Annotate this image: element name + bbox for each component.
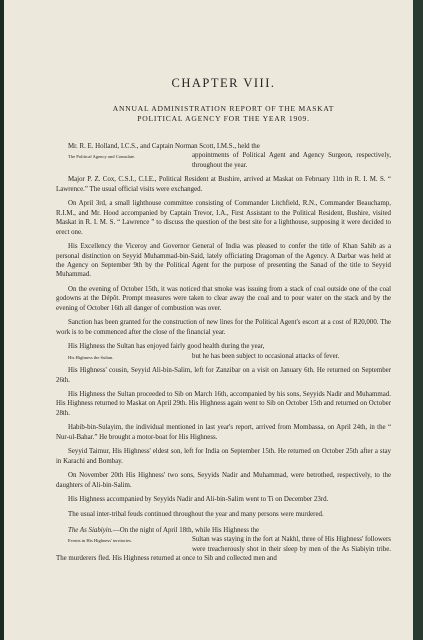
paragraph-habib: Habib-bin-Sulayim, the individual mentioned in last year's report, arrived from Mombassa, on April 24th, in the “ Nur-ul-Bahar.” He brought a motor-boat for His Highness.	[56, 424, 391, 441]
margin-note-sultan: His Highness the Sultan.	[68, 354, 114, 360]
paragraph-sib-visit: His Highness the Sultan proceeded to Sib on March 16th, accompanied by his sons, Seyyids Nadir and Muhammad. His Highness returned to Maskat on April 29th. His Highness again went to Sib on October 15th and returned on October 28th.	[56, 390, 391, 417]
paragraph-feuds: The usual inter-tribal feuds continued throughout the year and many persons were murdered.	[68, 510, 324, 518]
chapter-heading: CHAPTER VIII.	[171, 76, 276, 90]
paragraph-sultan-health	[56, 342, 391, 351]
as-siabiyin-line1: —On the night of April 18th, while His Highness the	[112, 526, 260, 534]
paragraph-betrothal: On November 20th His Highness' two sons, Seyyids Nadir and Muhammad, were betrothed, respectively, to the daughters of Ali-bin-Salim.	[56, 472, 391, 489]
report-content	[56, 76, 391, 564]
paragraph-holland-line2: appointments of Political Agent and Agency Surgeon, respectively, throughout the year.	[192, 152, 391, 169]
report-title-line-1: ANNUAL ADMINISTRATION REPORT OF THE MASKAT	[112, 104, 335, 113]
paragraph-taimur: Seyyid Taimur, His Highness' eldest son, left for India on September 15th. He returned on October 25th after a stay in Karachi and Bombay.	[56, 448, 391, 465]
paragraph-ti-visit: His Highness accompanied by Seyyids Nadir and Ali-bin-Salim went to Ti on December 23rd.	[68, 496, 329, 504]
paragraph-coal-smoke: On the evening of October 15th, it was noticed that smoke was issuing from a stack of coal outside one of the coal godowns at the Dépôt. Prompt measures were taken to clear away the coal and to pour water on the stack and by the evening of October 16th all danger of combustion was over.	[56, 285, 391, 312]
paragraph-sultan-health-line1: His Highness the Sultan has enjoyed fairly good health during the year,	[68, 343, 265, 351]
report-title-line-2: POLITICAL AGENCY FOR THE YEAR 1909.	[137, 114, 310, 123]
document-page	[4, 0, 413, 640]
paragraph-sultan-health-cont	[56, 352, 391, 361]
paragraph-escort-lines: Sanction has been granted for the construction of new lines for the Political Agent's escort at a cost of R20,000. The work is to be commenced after the close of the financial year.	[56, 319, 391, 336]
paragraph-lighthouse: On April 3rd, a small lighthouse committee consisting of Commander Litchfield, R.N., Commander Beauchamp, R.I.M., and Mr. Hood accompanied by Captain Trevor, I.A., First Assistant to the Political Resident, Bushire, visited Maskat in R. I. M. S. “ Lawrence ” to discuss the question of the best site for a lighthouse, supposing it were decided to erect one.	[56, 200, 391, 236]
paragraph-ali-bin-salim: His Highness' cousin, Seyyid Ali-bin-Salim, left for Zanzibar on a visit on January 6th. He returned on September 26th.	[56, 367, 391, 384]
paragraph-holland	[56, 142, 391, 151]
paragraph-khan-sahib: His Excellency the Viceroy and Governor General of India was pleased to confer the title of Khan Sahib as a personal distinction on Seyyid Muhammad-bin-Said, lately officiating Dragoman of the Agency. A Darbar was held at the Agency on September 9th by the Political Agent for the purpose of presenting the Sanad of the title to Seyyid Muhammad.	[56, 243, 391, 279]
margin-note-events: Events in His Highness' territories.	[68, 538, 132, 544]
report-title	[56, 104, 391, 124]
scan-edge	[413, 0, 423, 640]
as-siabiyin-heading: The As Siabiyin.	[68, 526, 113, 534]
paragraph-as-siabiyin-cont	[56, 535, 391, 563]
paragraph-holland-line1: Mr. R. E. Holland, I.C.S., and Captain Norman Scott, I.M.S., held the	[68, 143, 260, 150]
paragraph-as-siabiyin	[56, 526, 391, 535]
paragraph-holland-cont	[56, 151, 391, 170]
margin-note-agency: The Political Agency and Consulate.	[68, 154, 136, 160]
as-siabiyin-line2: Sultan was staying in the fort at Nakhl, three of His Highness' followers were treacherously shot in their sleep by men of the As Siabiyin tribe. The murderers fled. His Highness returned at once to Sib and collected men and	[56, 536, 391, 563]
paragraph-sultan-health-line2: but he has been subject to occasional attacks of fever.	[192, 352, 340, 360]
paragraph-cox: Major P. Z. Cox, C.S.I., C.I.E., Political Resident at Bushire, arrived at Maskat on February 11th in R. I. M. S. “ Lawrence.” The usual official visits were exchanged.	[56, 176, 391, 193]
